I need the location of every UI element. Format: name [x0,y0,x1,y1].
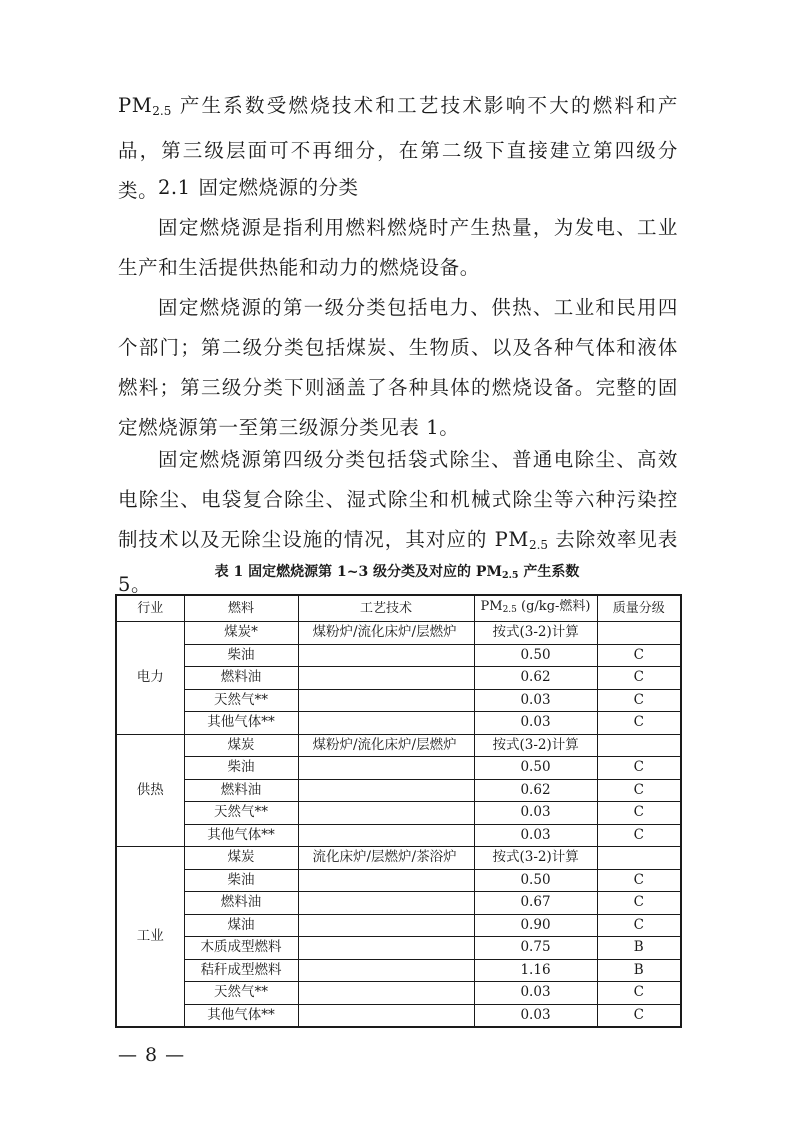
header-grade: 质量分级 [597,595,681,622]
fuel-cell: 其他气体** [184,1004,298,1027]
grade-cell: C [597,982,681,1005]
tech-cell [298,644,474,667]
table-row [116,892,681,915]
tech-cell [298,802,474,825]
pm25-value-cell: 按式(3-2)计算 [474,734,597,757]
pm25-value-cell: 0.03 [474,824,597,847]
table-row [116,1004,681,1027]
grade-cell: C [597,667,681,690]
p3-pm: PM [494,528,529,551]
table-row [116,622,681,645]
pm25-value-cell: 0.50 [474,757,597,780]
emission-factor-table [115,594,682,1028]
grade-cell: C [597,779,681,802]
fuel-cell: 其他气体** [184,712,298,735]
grade-cell: C [597,892,681,915]
grade-cell [597,734,681,757]
tech-cell [298,712,474,735]
tech-cell [298,937,474,960]
pm25-value-cell: 按式(3-2)计算 [474,622,597,645]
p3-pm-subscript: 2.5 [528,538,549,552]
tech-cell [298,869,474,892]
paragraph-classification: 固定燃烧源的第一级分类包括电力、供热、工业和民用四个部门；第二级分类包括煤炭、生物质、以及各种气体和液体燃料；第三级分类下则涵盖了各种具体的燃烧设备。完整的固定燃烧源第一至第三级源分类见表 1。 [118,296,678,439]
fuel-cell: 木质成型燃料 [184,937,298,960]
paragraph-definition: 固定燃烧源是指利用燃料燃烧时产生热量，为发电、工业生产和生活提供热能和动力的燃烧设备。 [118,216,678,279]
section-title: 固定燃烧源的分类 [198,176,359,199]
fuel-cell: 燃料油 [184,667,298,690]
pm25-value-cell: 0.03 [474,689,597,712]
caption-subscript: 2.5 [501,570,519,581]
table-row [116,982,681,1005]
fuel-cell: 柴油 [184,869,298,892]
pm25-value-cell: 0.03 [474,712,597,735]
sector-cell: 供热 [116,734,184,847]
page-number: — 8 — [118,1044,186,1066]
table-row [116,667,681,690]
table-row [116,959,681,982]
p3-post: 去除效率见表 5。 [118,528,678,596]
pm25-value-cell: 0.75 [474,937,597,960]
grade-cell: C [597,1004,681,1027]
pm25-value-cell: 0.90 [474,914,597,937]
tech-cell [298,824,474,847]
pm25-value-cell: 0.03 [474,982,597,1005]
fuel-cell: 煤油 [184,914,298,937]
grade-cell: C [597,869,681,892]
pm25-value-cell: 0.67 [474,892,597,915]
table-body [116,622,681,1028]
fuel-cell: 天然气** [184,689,298,712]
grade-cell: C [597,644,681,667]
grade-cell: C [597,757,681,780]
table-row [116,757,681,780]
tech-cell [298,779,474,802]
header-pm25: PM2.5 (g/kg-燃料) [474,595,597,622]
tech-cell [298,757,474,780]
pm25-value-cell: 0.50 [474,644,597,667]
table-header-row [116,595,681,622]
table-row [116,712,681,735]
header-tech: 工艺技术 [298,595,474,622]
grade-cell [597,622,681,645]
section-heading [158,168,359,208]
caption-post: 产生系数 [518,564,580,580]
pm25-value-cell: 0.50 [474,869,597,892]
pm25-value-cell: 0.03 [474,1004,597,1027]
fuel-cell: 煤炭 [184,847,298,870]
fuel-cell: 煤炭 [184,734,298,757]
table-row [116,847,681,870]
pm25-value-cell: 1.16 [474,959,597,982]
pm25-value-cell: 0.03 [474,802,597,825]
pm-subscript: 2.5 [152,104,172,118]
tech-cell [298,1004,474,1027]
grade-cell: C [597,824,681,847]
fuel-cell: 天然气** [184,982,298,1005]
table-row [116,689,681,712]
header-sector: 行业 [116,595,184,622]
tech-cell [298,914,474,937]
pm-text: PM [118,94,153,117]
pm25-value-cell: 按式(3-2)计算 [474,847,597,870]
sector-cell: 电力 [116,622,184,735]
tech-cell: 煤粉炉/流化床炉/层燃炉 [298,622,474,645]
tech-cell [298,982,474,1005]
table-caption [116,562,678,586]
grade-cell: C [597,712,681,735]
table-row [116,937,681,960]
grade-cell: B [597,937,681,960]
section-number: 2.1 [158,176,191,199]
intro-text: 产生系数受燃烧技术和工艺技术影响不大的燃料和产品，第三级层面可不再细分，在第二级下直接建立第四级分类。 [118,94,678,202]
fuel-cell: 柴油 [184,644,298,667]
table-row [116,914,681,937]
grade-cell: B [597,959,681,982]
table-row [116,779,681,802]
fuel-cell: 柴油 [184,757,298,780]
grade-cell: C [597,689,681,712]
caption-pre: 表 1 固定燃烧源第 1~3 级分类及对应的 PM [214,564,502,580]
grade-cell: C [597,802,681,825]
header-fuel: 燃料 [184,595,298,622]
fuel-cell: 燃料油 [184,892,298,915]
pm25-value-cell: 0.62 [474,779,597,802]
tech-cell [298,689,474,712]
fuel-cell: 天然气** [184,802,298,825]
fuel-cell: 煤炭* [184,622,298,645]
fuel-cell: 秸秆成型燃料 [184,959,298,982]
table-row [116,802,681,825]
pm25-value-cell: 0.62 [474,667,597,690]
p3-pre: 固定燃烧源第四级分类包括袋式除尘、普通电除尘、高效电除尘、电袋复合除尘、湿式除尘和机械式除尘等六种污染控制技术以及无除尘设施的情况，其对应的 [118,448,678,551]
grade-cell: C [597,914,681,937]
tech-cell: 煤粉炉/流化床炉/层燃炉 [298,734,474,757]
table-row [116,824,681,847]
table-row [116,644,681,667]
tech-cell: 流化床炉/层燃炉/茶浴炉 [298,847,474,870]
table-row [116,869,681,892]
tech-cell [298,667,474,690]
table-row [116,734,681,757]
tech-cell [298,959,474,982]
fuel-cell: 其他气体** [184,824,298,847]
sector-cell: 工业 [116,847,184,1028]
fuel-cell: 燃料油 [184,779,298,802]
grade-cell [597,847,681,870]
tech-cell [298,892,474,915]
